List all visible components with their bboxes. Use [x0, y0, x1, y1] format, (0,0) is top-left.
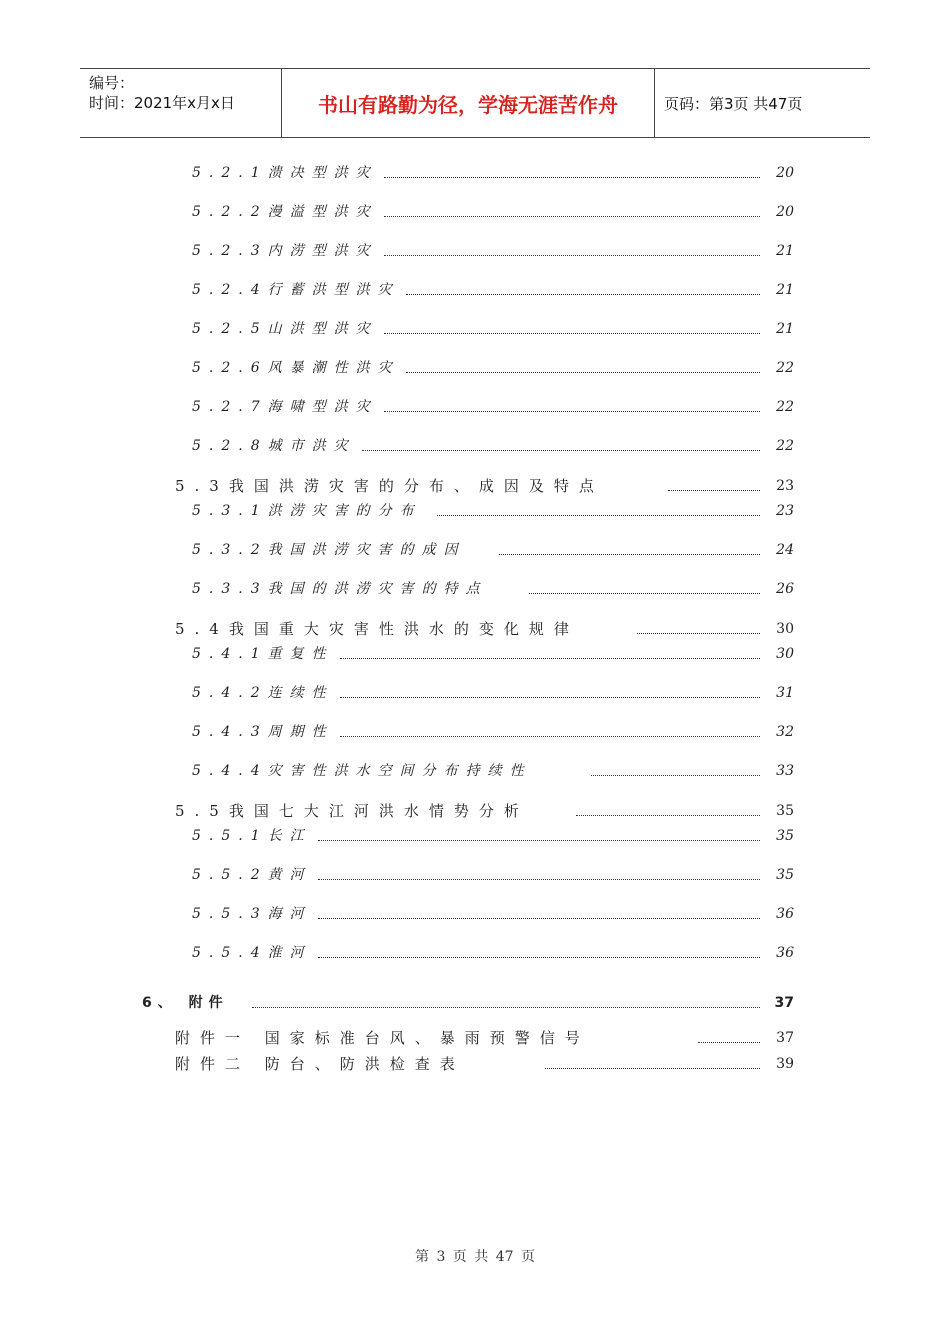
- toc-entry-title: 5.3.3我国的洪涝灾害的特点: [192, 581, 488, 597]
- toc-entry-page: 36: [776, 906, 794, 922]
- toc-entry-page: 23: [776, 503, 794, 519]
- toc-entry-title: 5.5我国七大江河洪水情势分析: [175, 802, 529, 820]
- toc-entry-title: 5.2.2漫溢型洪灾: [192, 204, 378, 220]
- toc-leader-dots: [340, 649, 760, 659]
- toc-entry-page: 22: [776, 399, 794, 415]
- toc-entry-page: 21: [776, 321, 794, 337]
- toc-leader-dots: [318, 948, 760, 958]
- toc-leader-dots: [384, 402, 760, 412]
- toc-entry[interactable]: [0, 801, 950, 821]
- toc-entry-title: 5.2.5山洪型洪灾: [192, 321, 378, 337]
- toc-entry-page: 31: [776, 685, 794, 701]
- toc-entry[interactable]: [0, 1028, 950, 1048]
- toc-entry[interactable]: [0, 202, 950, 222]
- toc-entry-title: 5.5.2黄河: [192, 867, 312, 883]
- toc-entry-page: 36: [776, 945, 794, 961]
- toc-leader-dots: [545, 1059, 760, 1069]
- toc-entry[interactable]: [0, 319, 950, 339]
- toc-leader-dots: [318, 909, 760, 919]
- toc-entry[interactable]: [0, 397, 950, 417]
- toc-entry-title: 5.3.2我国洪涝灾害的成因: [192, 542, 466, 558]
- toc-entry[interactable]: [0, 579, 950, 599]
- toc-entry[interactable]: [0, 904, 950, 924]
- toc-leader-dots: [252, 998, 760, 1008]
- toc-entry-page: 32: [776, 724, 794, 740]
- toc-entry[interactable]: [0, 722, 950, 742]
- toc-leader-dots: [406, 285, 760, 295]
- toc-entry-page: 30: [776, 646, 794, 662]
- toc-leader-dots: [340, 688, 760, 698]
- toc-entry-page: 37: [774, 995, 794, 1011]
- header-motto: 书山有路勤为径，学海无涯苦作舟: [282, 69, 655, 137]
- toc-entry-page: 35: [776, 828, 794, 844]
- toc-entry[interactable]: [0, 619, 950, 639]
- toc-leader-dots: [698, 1033, 760, 1043]
- toc-entry-title: 附件一 国家标准台风、暴雨预警信号: [175, 1029, 590, 1047]
- toc-entry[interactable]: [0, 761, 950, 781]
- toc-entry-title: 5.5.4淮河: [192, 945, 312, 961]
- toc-entry[interactable]: [0, 476, 950, 496]
- toc-leader-dots: [384, 246, 760, 256]
- toc-leader-dots: [437, 506, 760, 516]
- toc-entry-page: 26: [776, 581, 794, 597]
- toc-leader-dots: [668, 481, 760, 491]
- toc-leader-dots: [384, 324, 760, 334]
- toc-entry-title: 5.5.3海河: [192, 906, 312, 922]
- toc-entry-page: 35: [776, 867, 794, 883]
- toc-entry-title: 附件二 防台、防洪检查表: [175, 1055, 465, 1073]
- toc-entry[interactable]: [0, 683, 950, 703]
- toc-entry-title: 5.3.1洪涝灾害的分布: [192, 503, 422, 519]
- toc-entry-title: 5.2.8城市洪灾: [192, 438, 356, 454]
- toc-entry-page: 20: [776, 204, 794, 220]
- toc-entry-title: 5.2.1溃决型洪灾: [192, 165, 378, 181]
- document-time-label: 时间：2021年x月x日: [89, 94, 235, 112]
- toc-entry-page: 21: [776, 243, 794, 259]
- toc-entry-title: 5.4我国重大灾害性洪水的变化规律: [175, 620, 579, 638]
- toc-entry[interactable]: [0, 865, 950, 885]
- toc-entry-title: 5.4.3周期性: [192, 724, 334, 740]
- toc-entry-page: 22: [776, 360, 794, 376]
- toc-entry-title: 6、 附件: [142, 995, 229, 1011]
- toc-entry-page: 37: [776, 1030, 794, 1046]
- toc-leader-dots: [318, 831, 760, 841]
- toc-entry[interactable]: [0, 501, 950, 521]
- toc-entry[interactable]: [0, 993, 950, 1013]
- page-footer: 第 3 页 共 47 页: [415, 1249, 535, 1265]
- toc-entry-page: 35: [776, 803, 794, 819]
- toc-entry[interactable]: [0, 826, 950, 846]
- toc-entry[interactable]: [0, 644, 950, 664]
- toc-entry-page: 21: [776, 282, 794, 298]
- toc-entry[interactable]: [0, 241, 950, 261]
- toc-entry-page: 39: [776, 1056, 794, 1072]
- toc-leader-dots: [529, 584, 760, 594]
- toc-entry[interactable]: [0, 280, 950, 300]
- toc-leader-dots: [318, 870, 760, 880]
- toc-leader-dots: [384, 207, 760, 217]
- toc-entry-page: 20: [776, 165, 794, 181]
- toc-leader-dots: [384, 168, 760, 178]
- header-page-number: 页码：第3页 共47页: [664, 94, 803, 113]
- toc-entry-title: 5.2.4行蓄洪型洪灾: [192, 282, 400, 298]
- toc-entry-page: 33: [776, 763, 794, 779]
- toc-entry-title: 5.5.1长江: [192, 828, 312, 844]
- toc-leader-dots: [362, 441, 760, 451]
- toc-entry[interactable]: [0, 358, 950, 378]
- toc-leader-dots: [591, 766, 760, 776]
- toc-leader-dots: [499, 545, 760, 555]
- toc-leader-dots: [406, 363, 760, 373]
- toc-leader-dots: [576, 806, 760, 816]
- toc-leader-dots: [637, 624, 760, 634]
- toc-entry-page: 24: [776, 542, 794, 558]
- toc-entry-page: 22: [776, 438, 794, 454]
- toc-entry-title: 5.4.4灾害性洪水空间分布持续性: [192, 763, 532, 779]
- toc-entry-title: 5.2.3内涝型洪灾: [192, 243, 378, 259]
- toc-entry[interactable]: [0, 943, 950, 963]
- document-number-label: 编号：: [89, 74, 135, 92]
- toc-entry-title: 5.2.7海啸型洪灾: [192, 399, 378, 415]
- toc-entry-title: 5.4.2连续性: [192, 685, 334, 701]
- toc-entry[interactable]: [0, 436, 950, 456]
- toc-entry-title: 5.2.6风暴潮性洪灾: [192, 360, 400, 376]
- toc-entry-page: 23: [776, 478, 794, 494]
- toc-entry[interactable]: [0, 163, 950, 183]
- toc-entry-title: 5.4.1重复性: [192, 646, 334, 662]
- toc-entry-title: 5.3我国洪涝灾害的分布、成因及特点: [175, 477, 604, 495]
- toc-entry[interactable]: [0, 1054, 950, 1074]
- toc-leader-dots: [340, 727, 760, 737]
- toc-entry-page: 30: [776, 621, 794, 637]
- toc-entry[interactable]: [0, 540, 950, 560]
